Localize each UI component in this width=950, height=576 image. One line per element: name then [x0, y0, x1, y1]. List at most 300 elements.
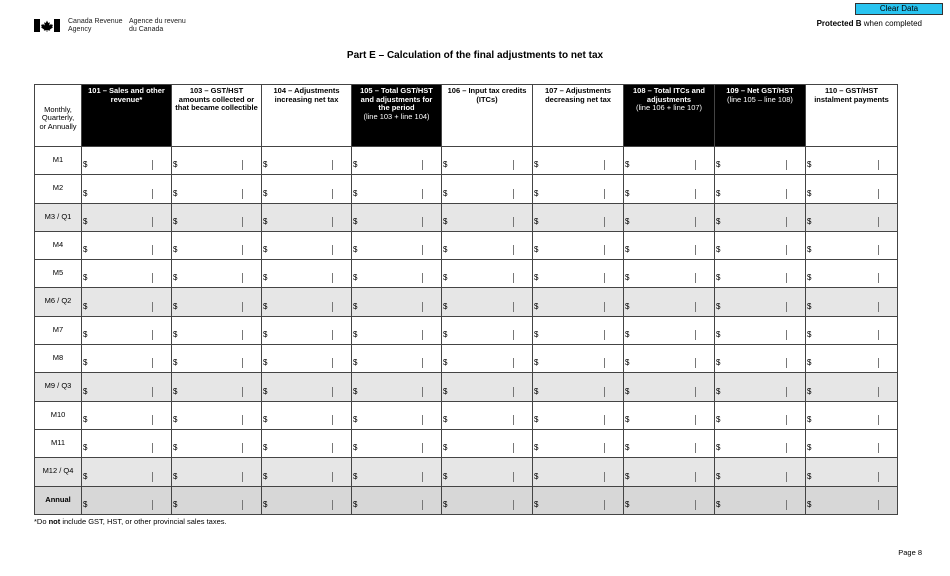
cents-separator [332, 500, 333, 510]
cents-separator [878, 245, 879, 255]
amount-input-cell[interactable] [352, 429, 442, 457]
dollar-sign: $ [807, 386, 812, 396]
dollar-sign: $ [353, 414, 358, 424]
amount-input-cell[interactable] [624, 486, 715, 514]
amount-input-cell[interactable] [442, 458, 533, 486]
amount-input-cell[interactable] [442, 260, 533, 288]
amount-input-cell[interactable] [715, 203, 806, 231]
amount-input-cell[interactable] [715, 401, 806, 429]
amount-input-cell[interactable] [352, 203, 442, 231]
dollar-sign: $ [716, 358, 721, 368]
amount-input-cell[interactable] [172, 231, 262, 259]
period-label: M7 [35, 316, 82, 344]
amount-input-cell[interactable] [82, 345, 172, 373]
amount-input-cell[interactable] [715, 373, 806, 401]
column-header-title: 106 – Input tax credits (ITCs) [447, 86, 527, 104]
dollar-sign: $ [173, 216, 178, 226]
dollar-sign: $ [807, 414, 812, 424]
amount-input-cell[interactable] [806, 288, 898, 316]
amount-input-cell[interactable] [806, 316, 898, 344]
amount-input-cell[interactable] [352, 316, 442, 344]
dollar-sign: $ [173, 301, 178, 311]
cents-separator [242, 217, 243, 227]
agency-name-french [129, 18, 199, 34]
amount-input-cell[interactable] [82, 373, 172, 401]
amount-input-cell[interactable] [624, 373, 715, 401]
amount-input-cell[interactable] [715, 231, 806, 259]
cents-separator [242, 415, 243, 425]
dollar-sign: $ [263, 386, 268, 396]
dollar-sign: $ [716, 188, 721, 198]
period-label: M2 [35, 175, 82, 203]
amount-input-cell[interactable] [715, 486, 806, 514]
dollar-sign: $ [263, 301, 268, 311]
dollar-sign: $ [716, 443, 721, 453]
amount-input-cell[interactable] [442, 429, 533, 457]
dollar-sign: $ [807, 188, 812, 198]
cents-separator [513, 472, 514, 482]
dollar-sign: $ [625, 358, 630, 368]
amount-input-cell[interactable] [715, 429, 806, 457]
cents-separator [604, 217, 605, 227]
cents-separator [604, 472, 605, 482]
cents-separator [695, 500, 696, 510]
dollar-sign: $ [807, 358, 812, 368]
amount-input-cell[interactable] [262, 458, 352, 486]
cents-separator [786, 330, 787, 340]
dollar-sign: $ [263, 245, 268, 255]
dollar-sign: $ [716, 330, 721, 340]
cents-separator [513, 443, 514, 453]
table-row [35, 345, 898, 373]
dollar-sign: $ [716, 414, 721, 424]
cents-separator [604, 415, 605, 425]
dollar-sign: $ [625, 499, 630, 509]
amount-input-cell[interactable] [172, 458, 262, 486]
amount-input-cell[interactable] [624, 147, 715, 175]
amount-input-cell[interactable] [82, 401, 172, 429]
dollar-sign: $ [443, 414, 448, 424]
table-row [35, 147, 898, 175]
amount-input-cell[interactable] [262, 231, 352, 259]
amount-input-cell[interactable] [262, 345, 352, 373]
dollar-sign: $ [534, 386, 539, 396]
amount-input-cell[interactable] [352, 231, 442, 259]
amount-input-cell[interactable] [533, 231, 624, 259]
agency-en-line2: Agency [68, 26, 92, 33]
dollar-sign: $ [173, 330, 178, 340]
amount-input-cell[interactable] [806, 203, 898, 231]
amount-input-cell[interactable] [172, 260, 262, 288]
dollar-sign: $ [625, 188, 630, 198]
table-row [35, 175, 898, 203]
dollar-sign: $ [353, 330, 358, 340]
amount-input-cell[interactable] [82, 486, 172, 514]
amount-input-cell[interactable] [806, 175, 898, 203]
footnote [34, 517, 227, 526]
canada-flag-icon [34, 19, 60, 32]
amount-input-cell[interactable] [82, 231, 172, 259]
dollar-sign: $ [807, 443, 812, 453]
dollar-sign: $ [83, 414, 88, 424]
dollar-sign: $ [83, 301, 88, 311]
cents-separator [332, 217, 333, 227]
dollar-sign: $ [263, 414, 268, 424]
cents-separator [152, 415, 153, 425]
amount-input-cell[interactable] [82, 203, 172, 231]
dollar-sign: $ [83, 499, 88, 509]
cents-separator [152, 245, 153, 255]
amount-input-cell[interactable] [624, 345, 715, 373]
cents-separator [242, 273, 243, 283]
cents-separator [604, 443, 605, 453]
cents-separator [152, 302, 153, 312]
amount-input-cell[interactable] [262, 486, 352, 514]
amount-input-cell[interactable] [533, 147, 624, 175]
cents-separator [422, 472, 423, 482]
amount-input-cell[interactable] [442, 401, 533, 429]
dollar-sign: $ [443, 386, 448, 396]
dollar-sign: $ [625, 443, 630, 453]
cents-separator [152, 387, 153, 397]
dollar-sign: $ [443, 216, 448, 226]
amount-input-cell[interactable] [352, 373, 442, 401]
amount-input-cell[interactable] [262, 260, 352, 288]
cents-separator [242, 387, 243, 397]
column-header-title: 109 – Net GST/HST [726, 86, 794, 95]
dollar-sign: $ [807, 499, 812, 509]
dollar-sign: $ [353, 188, 358, 198]
column-header-title: 107 – Adjustments decreasing net tax [545, 86, 611, 104]
amount-input-cell[interactable] [715, 175, 806, 203]
cents-separator [513, 160, 514, 170]
dollar-sign: $ [716, 386, 721, 396]
amount-input-cell[interactable] [533, 429, 624, 457]
amount-input-cell[interactable] [82, 288, 172, 316]
amount-input-cell[interactable] [442, 373, 533, 401]
amount-input-cell[interactable] [262, 373, 352, 401]
amount-input-cell[interactable] [715, 316, 806, 344]
column-header-title: 105 – Total GST/HST and adjustments for the period [360, 86, 433, 112]
dollar-sign: $ [83, 160, 88, 170]
cents-separator [695, 217, 696, 227]
page-title: Part E – Calculation of the final adjustments to net tax [346, 50, 604, 61]
cents-separator [878, 302, 879, 312]
cents-separator [695, 415, 696, 425]
amount-input-cell[interactable] [82, 316, 172, 344]
dollar-sign: $ [716, 245, 721, 255]
cents-separator [695, 330, 696, 340]
cents-separator [152, 273, 153, 283]
amount-input-cell[interactable] [352, 458, 442, 486]
dollar-sign: $ [534, 245, 539, 255]
cents-separator [513, 500, 514, 510]
dollar-sign: $ [173, 358, 178, 368]
dollar-sign: $ [443, 471, 448, 481]
amount-input-cell[interactable] [82, 147, 172, 175]
column-header-6 [533, 85, 624, 147]
table-row [35, 288, 898, 316]
cents-separator [604, 302, 605, 312]
table-row [35, 203, 898, 231]
dollar-sign: $ [534, 301, 539, 311]
dollar-sign: $ [807, 245, 812, 255]
cents-separator [695, 189, 696, 199]
cents-separator [786, 472, 787, 482]
cents-separator [422, 387, 423, 397]
amount-input-cell[interactable] [172, 147, 262, 175]
amount-input-cell[interactable] [533, 203, 624, 231]
dollar-sign: $ [443, 443, 448, 453]
dollar-sign: $ [625, 273, 630, 283]
cents-separator [878, 273, 879, 283]
cents-separator [604, 330, 605, 340]
amount-input-cell[interactable] [715, 147, 806, 175]
dollar-sign: $ [173, 386, 178, 396]
amount-input-cell[interactable] [442, 147, 533, 175]
amount-input-cell[interactable] [262, 175, 352, 203]
amount-input-cell[interactable] [172, 429, 262, 457]
dollar-sign: $ [83, 471, 88, 481]
column-header-2 [172, 85, 262, 147]
cents-separator [695, 302, 696, 312]
amount-input-cell[interactable] [352, 288, 442, 316]
cents-separator [152, 443, 153, 453]
column-header-formula: (line 105 – line 108) [727, 94, 793, 104]
amount-input-cell[interactable] [352, 401, 442, 429]
amount-input-cell[interactable] [624, 288, 715, 316]
amount-input-cell[interactable] [533, 345, 624, 373]
amount-input-cell[interactable] [624, 429, 715, 457]
dollar-sign: $ [443, 273, 448, 283]
clear-data-button[interactable]: Clear Data [855, 3, 943, 15]
dollar-sign: $ [263, 443, 268, 453]
amount-input-cell[interactable] [806, 147, 898, 175]
dollar-sign: $ [443, 245, 448, 255]
amount-input-cell[interactable] [82, 175, 172, 203]
amount-input-cell[interactable] [806, 429, 898, 457]
cents-separator [152, 358, 153, 368]
dollar-sign: $ [263, 188, 268, 198]
amount-input-cell[interactable] [442, 288, 533, 316]
amount-input-cell[interactable] [624, 401, 715, 429]
cents-separator [786, 443, 787, 453]
dollar-sign: $ [807, 160, 812, 170]
amount-input-cell[interactable] [172, 486, 262, 514]
amount-input-cell[interactable] [262, 401, 352, 429]
column-header-5 [442, 85, 533, 147]
dollar-sign: $ [534, 499, 539, 509]
period-label: M12 / Q4 [35, 458, 82, 486]
dollar-sign: $ [534, 216, 539, 226]
amount-input-cell[interactable] [352, 486, 442, 514]
agency-fr-line1: Agence du revenu [129, 18, 186, 25]
amount-input-cell[interactable] [533, 401, 624, 429]
amount-input-cell[interactable] [442, 175, 533, 203]
column-header-7 [624, 85, 715, 147]
cents-separator [604, 245, 605, 255]
cents-separator [513, 415, 514, 425]
amount-input-cell[interactable] [262, 288, 352, 316]
cents-separator [604, 358, 605, 368]
cents-separator [152, 160, 153, 170]
dollar-sign: $ [807, 471, 812, 481]
dollar-sign: $ [534, 414, 539, 424]
amount-input-cell[interactable] [82, 429, 172, 457]
amount-input-cell[interactable] [624, 203, 715, 231]
dollar-sign: $ [83, 273, 88, 283]
dollar-sign: $ [534, 471, 539, 481]
period-label: M11 [35, 429, 82, 457]
table-row [35, 260, 898, 288]
amount-input-cell[interactable] [442, 316, 533, 344]
dollar-sign: $ [625, 160, 630, 170]
dollar-sign: $ [263, 358, 268, 368]
amount-input-cell[interactable] [624, 175, 715, 203]
cents-separator [422, 273, 423, 283]
cents-separator [242, 330, 243, 340]
amount-input-cell[interactable] [715, 345, 806, 373]
dollar-sign: $ [83, 386, 88, 396]
amount-input-cell[interactable] [172, 175, 262, 203]
amount-input-cell[interactable] [352, 175, 442, 203]
cents-separator [878, 443, 879, 453]
amount-input-cell[interactable] [172, 316, 262, 344]
dollar-sign: $ [83, 443, 88, 453]
amount-input-cell[interactable] [533, 373, 624, 401]
dollar-sign: $ [716, 471, 721, 481]
page-number: Page 8 [898, 548, 922, 557]
dollar-sign: $ [534, 358, 539, 368]
cents-separator [878, 217, 879, 227]
dollar-sign: $ [353, 216, 358, 226]
amount-input-cell[interactable] [82, 458, 172, 486]
amount-input-cell[interactable] [262, 316, 352, 344]
period-label: M8 [35, 345, 82, 373]
table-header-row [35, 85, 898, 147]
dollar-sign: $ [534, 443, 539, 453]
dollar-sign: $ [353, 160, 358, 170]
amount-input-cell[interactable] [533, 486, 624, 514]
amount-input-cell[interactable] [806, 486, 898, 514]
amount-input-cell[interactable] [262, 147, 352, 175]
table-row [35, 401, 898, 429]
table-body [35, 147, 898, 515]
agency-name-english [68, 18, 128, 34]
dollar-sign: $ [534, 160, 539, 170]
table-row [35, 486, 898, 514]
amount-input-cell[interactable] [442, 231, 533, 259]
amount-input-cell[interactable] [624, 316, 715, 344]
amount-input-cell[interactable] [533, 458, 624, 486]
column-header-1 [82, 85, 172, 147]
column-header-title: 108 – Total ITCs and adjustments [633, 86, 705, 104]
dollar-sign: $ [625, 386, 630, 396]
amount-input-cell[interactable] [533, 260, 624, 288]
amount-input-cell[interactable] [172, 401, 262, 429]
column-header-title: 101 – Sales and other revenue* [88, 86, 165, 104]
cents-separator [604, 160, 605, 170]
amount-input-cell[interactable] [806, 373, 898, 401]
footnote-prefix: *Do [34, 517, 49, 526]
cents-separator [152, 330, 153, 340]
cents-separator [786, 245, 787, 255]
dollar-sign: $ [807, 216, 812, 226]
dollar-sign: $ [173, 188, 178, 198]
amount-input-cell[interactable] [533, 316, 624, 344]
amount-input-cell[interactable] [715, 260, 806, 288]
amount-input-cell[interactable] [624, 260, 715, 288]
column-header-3 [262, 85, 352, 147]
period-label: M5 [35, 260, 82, 288]
amount-input-cell[interactable] [352, 147, 442, 175]
amount-input-cell[interactable] [624, 231, 715, 259]
amount-input-cell[interactable] [262, 203, 352, 231]
column-header-8 [715, 85, 806, 147]
amount-input-cell[interactable] [806, 458, 898, 486]
dollar-sign: $ [263, 471, 268, 481]
amount-input-cell[interactable] [533, 175, 624, 203]
cents-separator [422, 358, 423, 368]
amount-input-cell[interactable] [172, 373, 262, 401]
dollar-sign: $ [443, 499, 448, 509]
amount-input-cell[interactable] [172, 288, 262, 316]
cents-separator [786, 302, 787, 312]
amount-input-cell[interactable] [715, 458, 806, 486]
dollar-sign: $ [443, 160, 448, 170]
amount-input-cell[interactable] [82, 260, 172, 288]
cents-separator [786, 500, 787, 510]
amount-input-cell[interactable] [806, 401, 898, 429]
amount-input-cell[interactable] [352, 260, 442, 288]
amount-input-cell[interactable] [442, 203, 533, 231]
cents-separator [878, 415, 879, 425]
footnote-bold: not [48, 517, 61, 526]
dollar-sign: $ [263, 273, 268, 283]
dollar-sign: $ [716, 216, 721, 226]
cents-separator [422, 302, 423, 312]
protected-suffix: when completed [863, 19, 922, 28]
amount-input-cell[interactable] [533, 288, 624, 316]
period-label: M1 [35, 147, 82, 175]
amount-input-cell[interactable] [442, 486, 533, 514]
amount-input-cell[interactable] [352, 345, 442, 373]
amount-input-cell[interactable] [262, 429, 352, 457]
dollar-sign: $ [807, 301, 812, 311]
amount-input-cell[interactable] [172, 345, 262, 373]
cents-separator [878, 160, 879, 170]
amount-input-cell[interactable] [806, 345, 898, 373]
amount-input-cell[interactable] [806, 231, 898, 259]
cents-separator [695, 358, 696, 368]
amount-input-cell[interactable] [806, 260, 898, 288]
dollar-sign: $ [263, 499, 268, 509]
cents-separator [695, 443, 696, 453]
cents-separator [604, 387, 605, 397]
amount-input-cell[interactable] [442, 345, 533, 373]
cents-separator [242, 358, 243, 368]
amount-input-cell[interactable] [624, 458, 715, 486]
dollar-sign: $ [807, 330, 812, 340]
amount-input-cell[interactable] [715, 288, 806, 316]
cents-separator [878, 330, 879, 340]
cents-separator [604, 273, 605, 283]
cents-separator [332, 330, 333, 340]
dollar-sign: $ [716, 499, 721, 509]
cents-separator [513, 189, 514, 199]
amount-input-cell[interactable] [172, 203, 262, 231]
cents-separator [332, 302, 333, 312]
